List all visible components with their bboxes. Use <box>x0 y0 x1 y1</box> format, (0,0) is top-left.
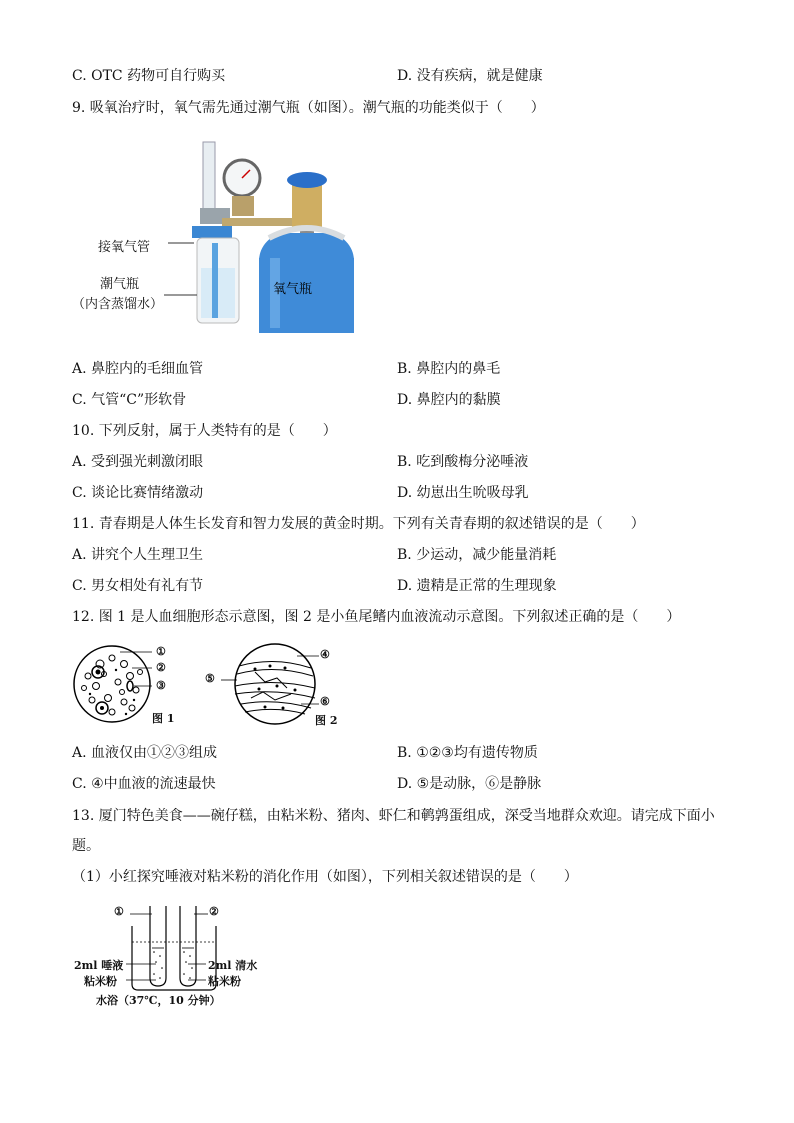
q11-stem: 11. 青春期是人体生长发育和智力发展的黄金时期。下列有关青春期的叙述错误的是（ ） <box>72 516 645 532</box>
q12-stem: 12. 图 1 是人血细胞形态示意图，图 2 是小鱼尾鳍内血液流动示意图。下列叙述正确的是（ ） <box>72 609 681 625</box>
label-water: 2ml 清水 <box>208 959 258 972</box>
q13-stem-line-2: 题。 <box>72 838 100 854</box>
label-distilled-water: （内含蒸馏水） <box>72 297 164 312</box>
marker-1: ① <box>156 645 166 658</box>
label-oxygen-tank: 氧气瓶 <box>273 282 313 297</box>
label-humidifier-bottle: 潮气瓶 <box>100 277 140 292</box>
q9-option-d: D. 鼻腔内的黏膜 <box>397 392 501 408</box>
q9-option-c: C. 气管“C”形软骨 <box>72 392 187 408</box>
q8-option-c: C. OTC 药物可自行购买 <box>72 68 226 84</box>
marker-6: ⑥ <box>320 695 330 708</box>
q9-stem: 9. 吸氧治疗时，氧气需先通过潮气瓶（如图）。潮气瓶的功能类似于（ ） <box>72 100 545 116</box>
q11-option-c: C. 男女相处有礼有节 <box>72 578 204 594</box>
marker-2: ② <box>156 661 166 674</box>
q12-figure-2 <box>205 642 345 727</box>
q12-option-b: B. ①②③均有遗传物质 <box>397 745 538 761</box>
q12-figure-1 <box>72 642 184 726</box>
q11-option-d: D. 遗精是正常的生理现象 <box>397 578 557 594</box>
label-water-bath: 水浴（37℃，10 分钟） <box>96 994 221 1007</box>
fig1-label: 图 1 <box>152 712 175 725</box>
marker-4: ④ <box>320 648 330 661</box>
q9-oxygen-figure <box>72 138 362 338</box>
tube-2-marker: ② <box>209 905 219 918</box>
q12-option-d: D. ⑤是动脉，⑥是静脉 <box>397 776 542 792</box>
q11-option-b: B. 少运动，减少能量消耗 <box>397 547 557 563</box>
label-saliva: 2ml 唾液 <box>74 959 124 972</box>
q9-option-b: B. 鼻腔内的鼻毛 <box>397 361 501 377</box>
q12-option-a: A. 血液仅由①②③组成 <box>72 745 218 761</box>
q10-option-c: C. 谈论比赛情绪激动 <box>72 485 204 501</box>
label-rice-flour-left: 粘米粉 <box>84 975 117 988</box>
q13-experiment-figure <box>72 902 262 1012</box>
label-oxygen-tube: 接氧气管 <box>98 240 151 255</box>
fig2-label: 图 2 <box>315 714 338 727</box>
q13-stem-line-1: 13. 厦门特色美食——碗仔糕，由粘米粉、猪肉、虾仁和鹌鹑蛋组成，深受当地群众欢迎。请完成下面小 <box>72 808 715 824</box>
q10-option-b: B. 吃到酸梅分泌唾液 <box>397 454 529 470</box>
q12-option-c: C. ④中血液的流速最快 <box>72 776 216 792</box>
label-rice-flour-right: 粘米粉 <box>208 975 241 988</box>
q13-sub-question-1: （1）小红探究唾液对粘米粉的消化作用（如图），下列相关叙述错误的是（ ） <box>72 869 578 885</box>
marker-5: ⑤ <box>205 672 215 685</box>
q9-option-a: A. 鼻腔内的毛细血管 <box>72 361 204 377</box>
q8-option-d: D. 没有疾病，就是健康 <box>397 68 543 84</box>
marker-3: ③ <box>156 679 166 692</box>
q11-option-a: A. 讲究个人生理卫生 <box>72 547 204 563</box>
q10-option-a: A. 受到强光刺激闭眼 <box>72 454 204 470</box>
tube-1-marker: ① <box>114 905 124 918</box>
q10-option-d: D. 幼崽出生吮吸母乳 <box>397 485 529 501</box>
q10-stem: 10. 下列反射，属于人类特有的是（ ） <box>72 423 337 439</box>
